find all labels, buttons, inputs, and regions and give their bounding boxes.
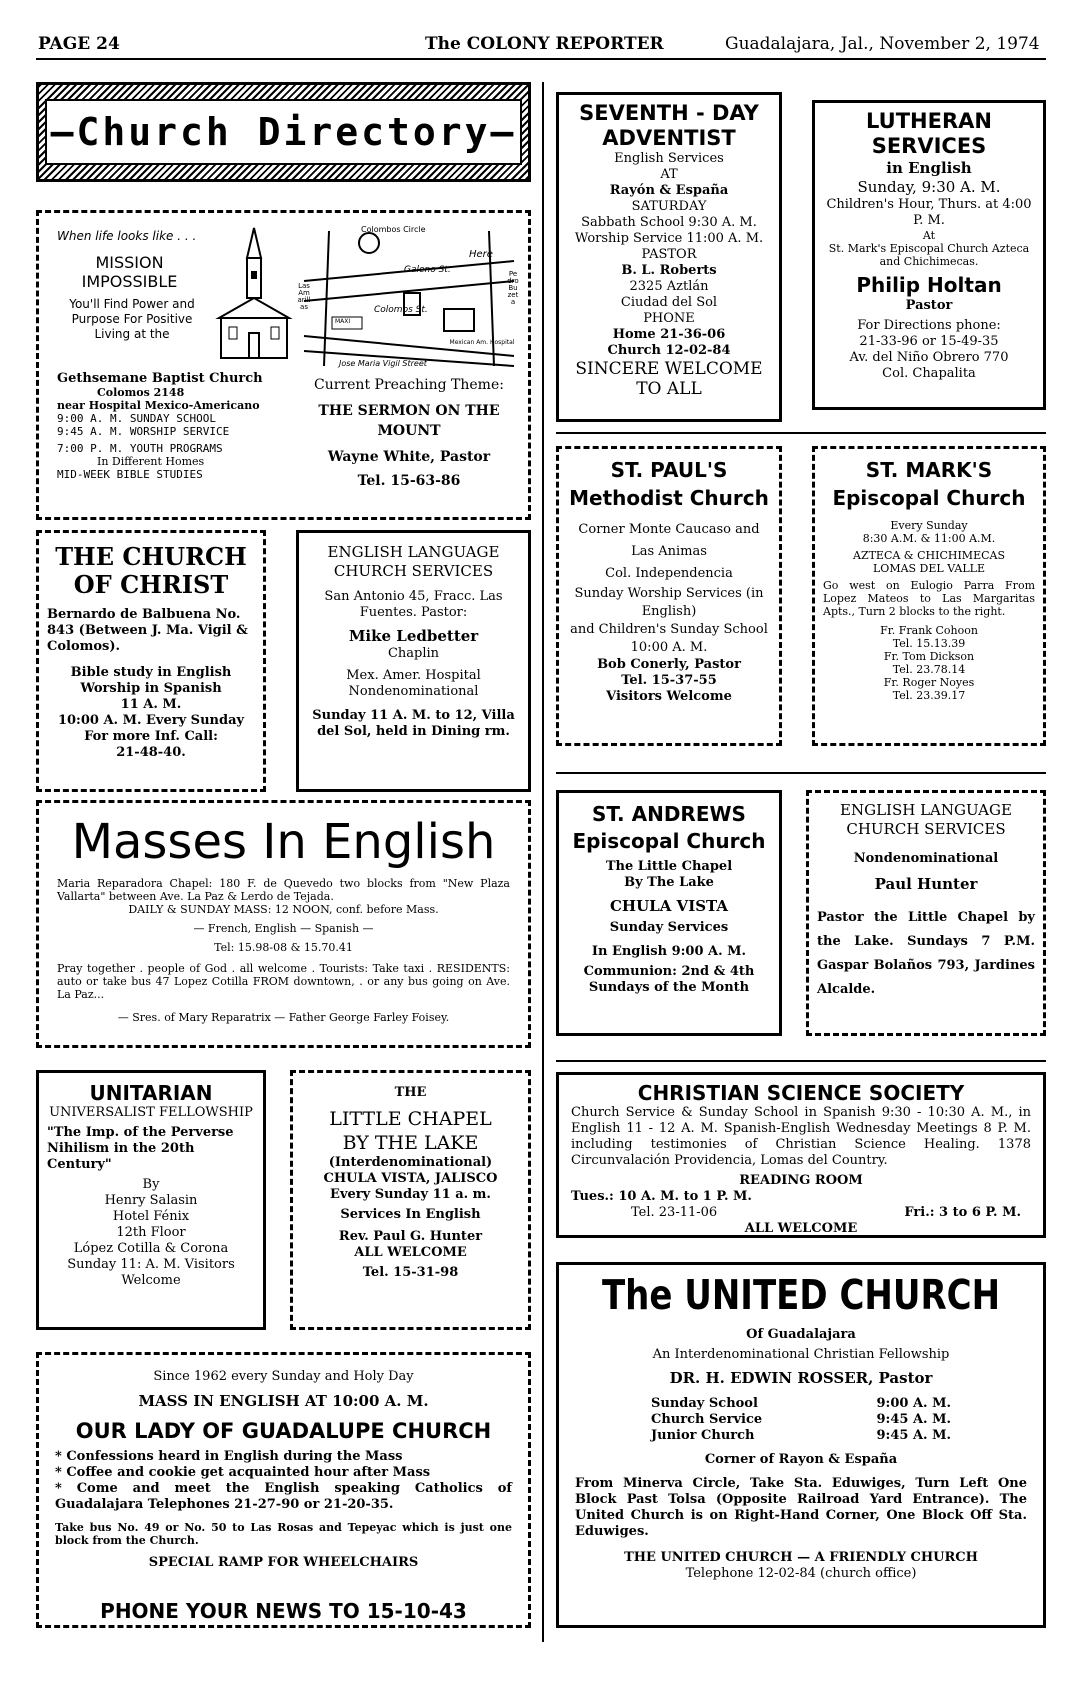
st-marks-p1: Fr. Frank Cohoon [880,624,978,637]
little-chapel-denom: (Interdenominational) [328,1155,493,1170]
christian-science-welcome: ALL WELCOME [744,1221,858,1236]
united-church-schedule [651,1396,951,1444]
st-marks-ad [812,446,1046,746]
united-church-ad [556,1262,1046,1628]
church-of-christ-line6: 21-48-40. [116,745,186,760]
church-of-christ-line3: 11 A. M. [120,697,182,712]
unitarian-title: UNITARIAN [89,1081,213,1105]
unitarian-speaker: Henry Salasin [104,1193,198,1208]
christian-science-fri: Fri.: 3 to 6 P. M. [904,1205,1021,1220]
st-pauls-ad [556,446,782,746]
english-services-1-hosp: Mex. Amer. Hospital [346,668,481,683]
guadalupe-bullet2: * Coffee and cookie get acquainted hour after Mass [55,1465,431,1480]
phone-news-banner: PHONE YOUR NEWS TO 15-10-43 [100,1599,467,1623]
gethsemane-pastor: Wayne White, Pastor [327,449,491,465]
guadalupe-line1: Since 1962 every Sunday and Holy Day [153,1369,414,1384]
st-andrews-l7: Sundays of the Month [588,980,750,995]
guadalupe-bullet3: * Come and meet the English speaking Catholics of Guadalajara Telephones 21-27-90 or 21-20-35. [55,1481,512,1512]
map-label-hospital: Mexican Am. Hospital [449,339,515,346]
seventh-day-l3: Rayón & España [609,183,729,198]
preaching-theme: THE SERMON ON THE MOUNT [318,403,500,439]
map-label-maxi: MAXI [335,318,351,325]
seventh-day-l7: PASTOR [641,247,697,262]
st-marks-l3: AZTECA & CHICHIMECAS [853,549,1005,562]
seventh-day-l14: SINCERE WELCOME TO ALL [575,359,763,399]
little-chapel-pastor: Rev. Paul G. Hunter [338,1229,483,1244]
english-services-1-addr: San Antonio 45, Fracc. Las Fuentes. Pastor: [324,589,503,620]
unitarian-sched: Sunday 11: A. M. Visitors Welcome [67,1257,235,1288]
st-andrews-l6: Communion: 2nd & 4th [583,964,755,979]
st-andrews-l4: Sunday Services [609,920,729,935]
directions-map [294,221,524,371]
guadalupe-ad [36,1352,531,1628]
gethsemane-sched2: 9:45 A. M. WORSHIP SERVICE [57,425,230,438]
gethsemane-tel: Tel. 15-63-86 [357,473,461,489]
united-church-of: Of Guadalajara [746,1327,856,1342]
map-label-here: Here [469,249,493,260]
st-marks-l1: Every Sunday [890,519,968,532]
little-chapel-tel: Tel. 15-31-98 [362,1265,459,1280]
lutheran-ad [812,100,1046,410]
seventh-day-l2: AT [660,167,678,182]
lutheran-pastor: Philip Holtan [856,273,1002,297]
united-church-sub: An Interdenominational Christian Fellowship [652,1347,950,1362]
english-services-2-body: Pastor the Little Chapel by the Lake. Sundays 7 P.M. Gaspar Bolaños 793, Jardines Alcalde. [817,910,1035,997]
church-building-icon [209,223,299,363]
church-of-christ-line4: 10:00 A. M. Every Sunday [57,713,245,728]
english-services-2-pastor: Paul Hunter [874,875,978,893]
little-chapel-welcome: ALL WELCOME [354,1245,467,1260]
unitarian-corner: López Cotilla & Corona [73,1241,229,1256]
christian-science-ad [556,1072,1046,1238]
gethsemane-name: Gethsemane Baptist Church [57,371,263,386]
st-pauls-l4: and Children's Sunday School 10:00 A. M. [570,622,768,655]
english-services-1-denom: Nondenominational [348,684,479,699]
lutheran-l6: For Directions phone: [857,318,1001,333]
schedule-row [651,1428,951,1444]
map-label-buzeta: Pedro Buzeta [507,270,519,306]
masses-line1: Maria Reparadora Chapel: 180 F. de Quevedo two blocks from "New Plaza Vallarta" between Ave. La Paz & Lerdo de Tejada. [57,877,510,903]
lutheran-l8: Av. del Niño Obrero 770 [849,350,1009,365]
st-marks-title2: Episcopal Church [832,486,1026,510]
unitarian-topic: "The Imp. of the Perverse Nihilism in the 20th Century" [47,1125,234,1172]
st-marks-p1-tel: Tel. 15.13.39 [892,637,966,650]
gethsemane-sched5: MID-WEEK BIBLE STUDIES [57,468,203,481]
schedule-label: Sunday School [651,1396,758,1411]
gethsemane-addr1: Colomos 2148 [97,386,185,399]
gethsemane-tagline3: You'll Find Power and Purpose For Positive Living at the [69,297,195,341]
gethsemane-ad [36,210,531,520]
united-church-tel: Telephone 12-02-84 (church office) [685,1566,917,1581]
gethsemane-tagline2: MISSION IMPOSSIBLE [81,253,178,291]
guadalupe-title: OUR LADY OF GUADALUPE CHURCH [75,1419,492,1443]
gethsemane-sched1: 9:00 A. M. SUNDAY SCHOOL [57,412,216,425]
little-chapel-sched: Every Sunday 11 a. m. [330,1187,491,1202]
church-of-christ-line2: Worship in Spanish [80,681,222,696]
english-services-1-pastor: Mike Ledbetter [348,627,479,645]
map-label-galeno: Galeno St. [404,265,451,275]
lutheran-l4: At [922,229,936,242]
schedule-row [651,1396,951,1412]
masses-line5: Pray together . people of God . all welcome . Tourists: Take taxi . RESIDENTS: auto or take bus 47 Lopez Cotilla FROM downtown, . or any bus going on Ave. La Paz... [57,962,510,1001]
st-pauls-l5: Bob Conerly, Pastor [597,657,741,672]
english-services-2-denom: Nondenominational [853,851,999,866]
unitarian-by: By [142,1177,160,1192]
st-pauls-l3: Sunday Worship Services (in English) [574,586,764,619]
schedule-row [651,1412,951,1428]
st-marks-p3-tel: Tel. 23.39.17 [892,689,966,702]
little-chapel-ad [290,1070,531,1330]
guadalupe-bus: Take bus No. 49 or No. 50 to Las Rosas and Tepeyac which is just one block from the Church. [55,1521,512,1547]
header-rule [36,58,1046,60]
newspaper-name: The COLONY REPORTER [425,34,664,54]
st-marks-p2-tel: Tel. 23.78.14 [892,663,966,676]
christian-science-reading: READING ROOM [739,1173,863,1188]
united-church-corner: Corner of Rayon & España [704,1452,898,1467]
christian-science-title: CHRISTIAN SCIENCE SOCIETY [637,1081,965,1105]
st-andrews-l3: CHULA VISTA [609,897,729,915]
masses-line6: — Sres. of Mary Reparatrix — Father George Farley Foisey. [117,1011,450,1024]
st-marks-l4: LOMAS DEL VALLE [873,562,985,575]
seventh-day-l6: Worship Service 11:00 A. M. [574,231,764,246]
united-church-directions: From Minerva Circle, Take Sta. Eduwiges, Turn Left One Block Past Tolsa (Opposite Railroad Yard Entrance). The United Church is on Right-Hand Corner, One Block Off Sta. Eduwiges. [575,1476,1027,1539]
directory-title: —Church Directory— [45,99,522,165]
map-label-amarillas: Las Amarillas [297,282,311,311]
st-marks-p2: Fr. Tom Dickson [883,650,975,663]
st-andrews-title1: ST. ANDREWS [592,802,746,826]
gethsemane-sched3: 7:00 P. M. YOUTH PROGRAMS [57,442,223,455]
preaching-label: Current Preaching Theme: [314,377,504,393]
united-church-pastor: DR. H. EDWIN ROSSER, Pastor [669,1369,933,1387]
map-label-vigil: Jose Maria Vigil Street [339,359,427,368]
st-pauls-l2: Col. Independencia [605,566,733,581]
st-andrews-title2: Episcopal Church [572,829,766,853]
st-andrews-l1: The Little Chapel [605,859,733,874]
church-of-christ-title: THE CHURCH OF CHRIST [55,542,247,599]
directory-banner [36,82,531,182]
section-rule-2 [556,772,1046,774]
page-number: PAGE 24 [38,34,120,54]
little-chapel-name2: BY THE LAKE [342,1132,479,1154]
map-label-circle: Colombos Circle [361,225,426,234]
english-services-1-sched: Sunday 11 A. M. to 12, Villa del Sol, held in Dining rm. [312,708,515,739]
seventh-day-l12: Home 21-36-06 [612,327,726,342]
st-marks-title1: ST. MARK'S [865,458,993,482]
english-services-2-title: ENGLISH LANGUAGE CHURCH SERVICES [840,801,1012,838]
lutheran-l1: in English [886,159,972,177]
lutheran-role: Pastor [905,298,953,313]
christian-science-body: Church Service & Sunday School in Spanish 9:30 - 10:30 A. M., in English 11 - 12 A. M. Spanish-English Wednesday Meetings 8 P. M. including testimonies of Christian Science Healing. 1378 Circunvalación Providencia, Lomas del Country. [571,1105,1031,1168]
seventh-day-title: SEVENTH - DAY ADVENTIST [579,101,759,150]
unitarian-hotel: Hotel Fénix [112,1209,190,1224]
st-andrews-l5: In English 9:00 A. M. [591,944,747,959]
st-marks-l5: Go west on Eulogio Parra From Lopez Mateos to Las Margaritas Apts., Turn 2 blocks to the right. [823,579,1035,618]
church-of-christ-line5: For more Inf. Call: [84,729,218,744]
map-label-colomos: Colomos St. [374,305,428,315]
gethsemane-addr2: near Hospital Mexico-Americano [57,399,260,412]
guadalupe-bullet1: * Confessions heard in English during the Mass [55,1449,403,1464]
seventh-day-l8: B. L. Roberts [621,263,717,278]
st-pauls-l6: Tel. 15-37-55 [621,673,717,688]
united-church-title: The UNITED CHURCH [601,1272,1001,1320]
church-of-christ-ad [36,530,266,792]
english-services-2-ad [806,790,1046,1036]
lutheran-l9: Col. Chapalita [882,366,976,381]
little-chapel-name1: LITTLE CHAPEL [329,1108,492,1130]
little-chapel-lang: Services In English [340,1207,481,1222]
little-chapel-place: CHULA VISTA, JALISCO [323,1171,498,1186]
little-chapel-the: THE [394,1085,427,1100]
section-rule-3 [556,1060,1046,1062]
st-andrews-l2: By The Lake [624,875,714,890]
masses-title: Masses In English [71,814,496,870]
church-of-christ-line1: Bible study in English [70,665,232,680]
dateline: Guadalajara, Jal., November 2, 1974 [725,34,1040,54]
st-pauls-l7: Visitors Welcome [606,689,732,704]
unitarian-ad [36,1070,266,1330]
lutheran-l5: St. Mark's Episcopal Church Azteca and Chichimecas. [828,242,1030,268]
column-rule [542,82,544,1642]
st-andrews-ad [556,790,782,1036]
english-services-1-title: ENGLISH LANGUAGE CHURCH SERVICES [327,543,500,580]
lutheran-l3: Children's Hour, Thurs. at 4:00 P. M. [826,197,1032,228]
seventh-day-l13: Church 12-02-84 [607,343,731,358]
guadalupe-ramp: SPECIAL RAMP FOR WHEELCHAIRS [148,1555,419,1570]
schedule-time: 9:45 A. M. [876,1428,951,1443]
seventh-day-l1: English Services [614,151,724,166]
schedule-time: 9:00 A. M. [876,1396,951,1411]
lutheran-l2: Sunday, 9:30 A. M. [857,178,1001,196]
section-rule-1 [556,432,1046,434]
lutheran-l7: 21-33-96 or 15-49-35 [859,334,999,349]
seventh-day-l10: Ciudad del Sol [620,295,718,310]
st-pauls-l1: Corner Monte Caucaso and Las Animas [578,522,760,559]
st-pauls-title2: Methodist Church [569,486,769,510]
unitarian-sub: UNIVERSALIST FELLOWSHIP [49,1105,253,1120]
seventh-day-l11: PHONE [643,311,695,326]
christian-science-tel: Tel. 23-11-06 [631,1205,718,1220]
english-services-1-ad [296,530,531,792]
masses-ad [36,800,531,1048]
unitarian-floor: 12th Floor [116,1225,186,1240]
st-marks-p3: Fr. Roger Noyes [883,676,975,689]
guadalupe-line2: MASS IN ENGLISH AT 10:00 A. M. [138,1392,429,1410]
christian-science-tues: Tues.: 10 A. M. to 1 P. M. [571,1189,752,1204]
schedule-label: Church Service [651,1412,763,1427]
masses-line3: — French, English — Spanish — [193,922,374,935]
seventh-day-l9: 2325 Aztlán [629,279,709,294]
schedule-label: Junior Church [651,1428,755,1443]
st-pauls-title1: ST. PAUL'S [610,458,728,482]
gethsemane-sched4: In Different Homes [97,455,205,468]
seventh-day-l5: Sabbath School 9:30 A. M. [581,215,757,230]
st-marks-l2: 8:30 A.M. & 11:00 A.M. [862,532,996,545]
schedule-time: 9:45 A. M. [876,1412,951,1427]
masses-line2: DAILY & SUNDAY MASS: 12 NOON, conf. before Mass. [128,903,439,916]
church-of-christ-addr: Bernardo de Balbuena No. 843 (Between J. Ma. Vigil & Colomos). [47,607,248,654]
seventh-day-l4: SATURDAY [631,199,707,214]
united-church-slogan: THE UNITED CHURCH — A FRIENDLY CHURCH [624,1550,978,1565]
english-services-1-role: Chaplin [387,646,440,661]
masses-line4: Tel: 15.98-08 & 15.70.41 [214,941,353,954]
lutheran-title: LUTHERAN SERVICES [866,109,992,158]
seventh-day-ad [556,92,782,422]
gethsemane-tagline1: When life looks like . . . [57,229,197,243]
